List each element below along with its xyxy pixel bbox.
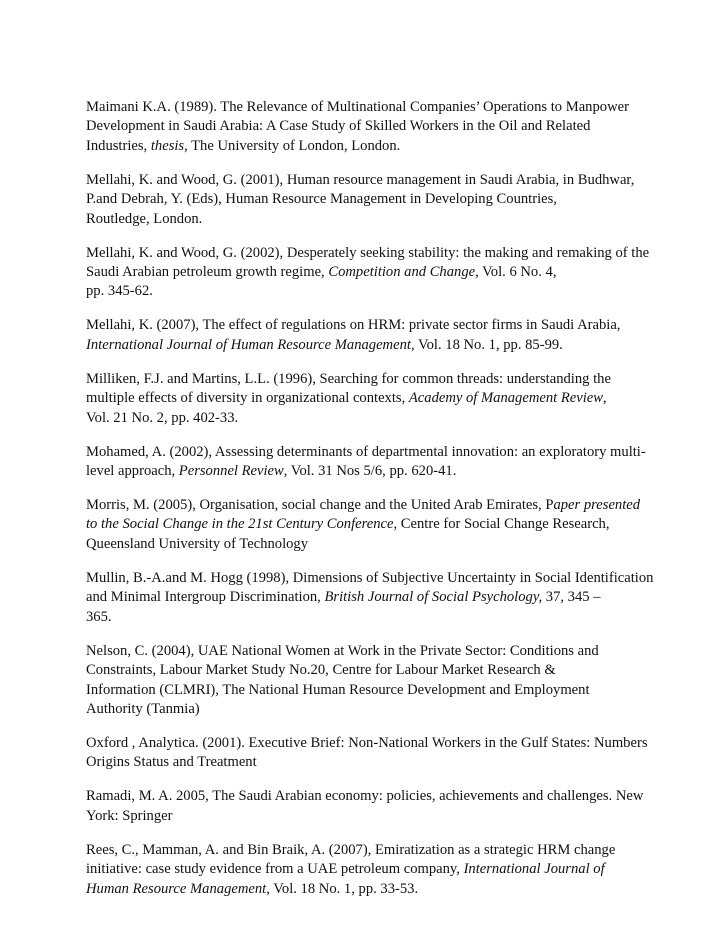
reference-line [86,496,646,515]
reference-line [86,409,646,428]
reference-line [86,807,646,826]
reference-line [86,787,646,806]
reference-text: Origins Status and Treatment [86,754,257,771]
reference-text: 365. [86,608,112,625]
reference-line [86,117,646,136]
reference-text: Oxford , Analytica. (2001). Executive Brief: Non-National Workers in the Gulf States: Numbers [86,734,648,751]
reference-text: Development in Saudi Arabia: A Case Study of Skilled Workers in the Oil and Related [86,118,591,135]
reference-line [86,588,646,607]
reference-line [86,661,646,680]
reference-line [86,263,646,282]
reference-text: initiative: case study evidence from a UAE petroleum company, [86,861,464,878]
reference-entry [86,98,646,156]
reference-text: Milliken, F.J. and Martins, L.L. (1996), Searching for common threads: understanding the [86,370,611,387]
italic-title-text: thesis [150,137,185,154]
reference-text: Rees, C., Mamman, A. and Bin Braik, A. (2007), Emiratization as a strategic HRM change [86,841,616,858]
reference-text: Mellahi, K. (2007), The effect of regulations on HRM: private sector firms in Saudi Arabia, [86,317,621,334]
reference-entry [86,841,646,899]
reference-text: Information (CLMRI), The National Human Resource Development and Employment [86,681,590,698]
reference-text: York: Springer [86,807,173,824]
reference-line [86,210,646,229]
italic-title-text: aper presented [553,497,641,514]
reference-text: Queensland University of Technology [86,535,309,552]
reference-line [86,569,654,588]
reference-line [86,535,646,554]
reference-text: Ramadi, M. A. 2005, The Saudi Arabian economy: policies, achievements and challenges. New [86,788,644,805]
reference-text: Vol. 21 No. 2, pp. 402-33. [86,409,239,426]
reference-line [86,137,646,156]
reference-list [86,98,654,914]
reference-text: Mellahi, K. and Wood, G. (2002), Desperately seeking stability: the making and remaking of the [86,244,650,261]
reference-text: , [602,390,607,407]
reference-entry [86,569,654,627]
reference-entry [86,642,646,720]
italic-title-text: Competition and Change [328,264,476,281]
reference-line [86,171,646,190]
reference-text: , Vol. 18 No. 1, pp. 33-53. [266,880,419,897]
italic-title-text: Human Resource Management [86,880,267,897]
reference-text: pp. 345-62. [86,283,153,300]
reference-text: level approach, [86,463,179,480]
reference-entry [86,496,646,554]
reference-text: and Minimal Intergroup Discrimination, [86,589,325,606]
reference-text: Routledge, London. [86,210,203,227]
italic-title-text: International Journal of [463,861,605,878]
reference-text: , Centre for Social Change Research, [393,516,610,533]
reference-line [86,282,646,301]
reference-entry [86,171,646,229]
reference-line [86,316,646,335]
reference-text: Morris, M. (2005), Organisation, social change and the United Arab Emirates, P [86,497,554,514]
reference-line [86,880,646,899]
italic-title-text: to the Social Change in the 21st Century Conference [86,516,394,533]
reference-line [86,753,646,772]
reference-line [86,370,646,389]
reference-line [86,515,646,534]
reference-text: Constraints, Labour Market Study No.20, Centre for Labour Market Research & [86,662,556,679]
reference-line [86,681,646,700]
reference-text: Mullin, B.-A.and M. Hogg (1998), Dimensions of Subjective Uncertainty in Social Identification [86,569,654,586]
reference-line [86,841,646,860]
reference-line [86,98,646,117]
reference-line [86,190,646,209]
reference-line [86,443,646,462]
reference-text: , Vol. 18 No. 1, pp. 85-99. [410,336,563,353]
reference-entry [86,443,646,482]
italic-title-text: British Journal of Social Psychology, [324,589,543,606]
reference-line [86,336,646,355]
italic-title-text: Personnel Review [178,463,284,480]
reference-line [86,608,646,627]
reference-entry [86,370,646,428]
reference-line [86,860,646,879]
reference-text: 37, 345 – [542,589,601,606]
reference-entry [86,244,650,302]
reference-text: Maimani K.A. (1989). The Relevance of Multinational Companies’ Operations to Manpower [86,99,629,115]
reference-text: multiple effects of diversity in organizational contexts, [86,390,409,407]
reference-entry [86,316,646,355]
reference-text: Mohamed, A. (2002), Assessing determinants of departmental innovation: an exploratory multi- [86,443,646,460]
reference-line [86,642,646,661]
reference-text: , Vol. 6 No. 4, [475,264,557,281]
reference-line [86,700,646,719]
italic-title-text: Academy of Management Review [408,390,603,407]
reference-text: Saudi Arabian petroleum growth regime, [86,264,329,281]
reference-entry [86,787,646,826]
reference-text: Authority (Tanmia) [86,700,200,717]
reference-line [86,734,648,753]
reference-text: , Vol. 31 Nos 5/6, pp. 620-41. [283,463,457,480]
reference-text: Nelson, C. (2004), UAE National Women at Work in the Private Sector: Conditions and [86,642,599,659]
reference-text: P.and Debrah, Y. (Eds), Human Resource Management in Developing Countries, [86,191,557,208]
reference-line [86,389,646,408]
reference-text: Mellahi, K. and Wood, G. (2001), Human resource management in Saudi Arabia, in Budhwar, [86,171,635,188]
reference-line [86,462,646,481]
italic-title-text: International Journal of Human Resource Management [86,336,411,353]
reference-line [86,244,650,263]
reference-text: Industries, [86,137,151,154]
reference-text: , The University of London, London. [184,137,401,154]
reference-entry [86,734,646,773]
